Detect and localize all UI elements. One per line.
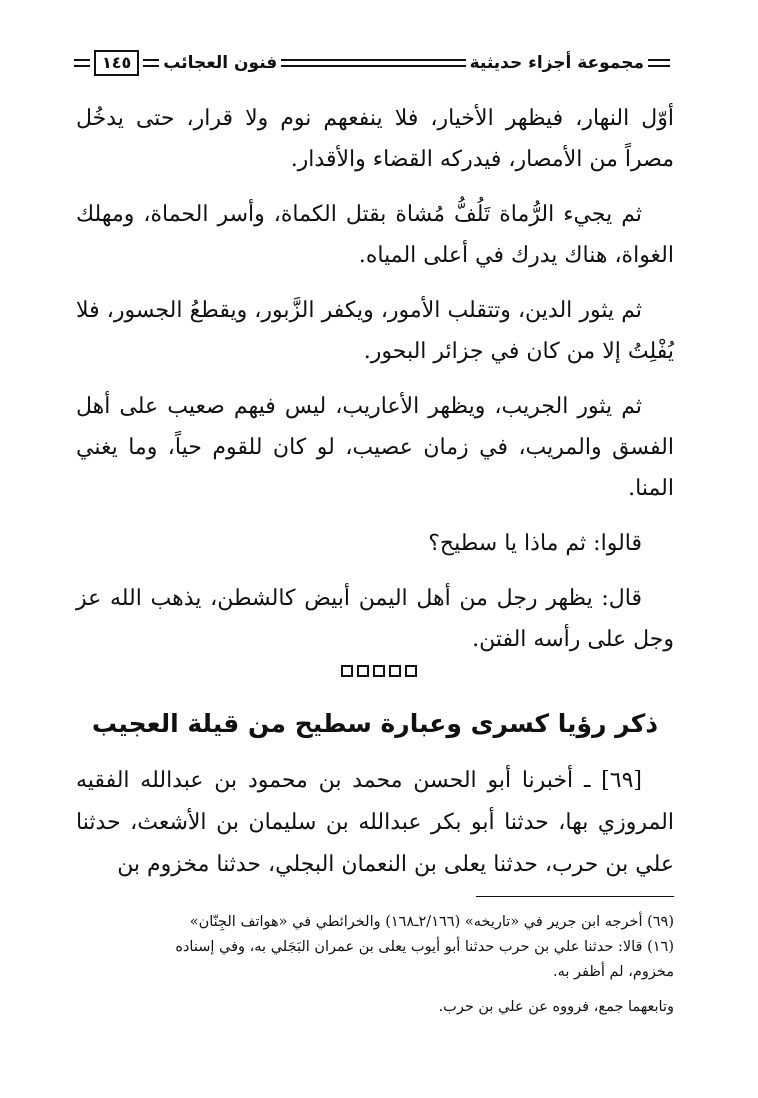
header-section-title: فنون العجائب [163,53,278,73]
paragraph-3: ثم يثور الدين، وتتقلب الأمور، ويكفر الزَّبور، ويقطعُ الجسور، فلا يُفْلِتُ إلا من كان في جزائر البحور. [76,298,674,364]
separator-square [389,665,401,677]
section-heading: ذكر رؤيا كسرى وعبارة سطيح من قيلة العجيب [91,709,659,738]
section-text [76,760,674,900]
footnote-line-2: (١٦) قالا: حدثنا علي بن حرب حدثنا أبو أيوب يعلى بن عمران البَجَلي به، وفي إسناده [175,939,674,955]
header-rule-left [74,59,90,67]
footnote-divider [476,896,674,897]
separator-square [357,665,369,677]
paragraph-2: ثم يجيء الرُّماة تَلُفُّ مُشاة بقتل الكماة، وأسر الحماة، ومهلك الغواة، هناك يدرك في أعلى المياه. [76,202,674,268]
paragraph-1: أوّل النهار، فيظهر الأخيار، فلا ينفعهم نوم ولا قرار، حتى يدخُل مصراً من الأمصار، فيدركه القضاء والأقدار. [76,106,674,172]
footnote-line-4: وتابعهما جمع، فرووه عن علي بن حرب. [438,999,674,1015]
footnote-line-3: مخزوم، لم أظفر به. [552,964,674,980]
separator-square [341,665,353,677]
header-book-title: مجموعة أجزاء حديثية [469,53,644,73]
paragraph-4: ثم يثور الجريب، ويظهر الأعاريب، ليس فيهم صعيب على أهل الفسق والمريب، في زمان عصيب، لو كان للقوم حياً، وما يغني المنا. [76,394,674,501]
footnote-line-1: (٦٩) أخرجه ابن جرير في «تاريخه» (٢/١٦٦ـ١٦٨) والخرائطي في «هواتف الجِنّان» [189,914,674,930]
header-rule-before-number [143,59,159,67]
separator-square [373,665,385,677]
separator-square [405,665,417,677]
running-header [70,48,674,78]
header-rule-middle [281,59,465,67]
paragraph-6: قال: يظهر رجل من أهل اليمن أبيض كالشطن، يذهب الله عز وجل على رأسه الفتن. [76,586,674,652]
section-separator [0,662,758,681]
hadith-paragraph: [٦٩] ـ أخبرنا أبو الحسن محمد بن محمود بن عبدالله الفقيه المروزي بها، حدثنا أبو بكر عبدالله بن سليمان بن الأشعث، حدثنا علي بن حرب، حدثنا يعلى بن النعمان البجلي، حدثنا مخزوم بن [76,768,674,877]
paragraph-5: قالوا: ثم ماذا يا سطيح؟ [428,531,642,556]
main-text [76,98,674,674]
header-rule-right [648,59,670,67]
page-number: ١٤٥ [94,50,139,76]
footnotes [76,910,674,1020]
